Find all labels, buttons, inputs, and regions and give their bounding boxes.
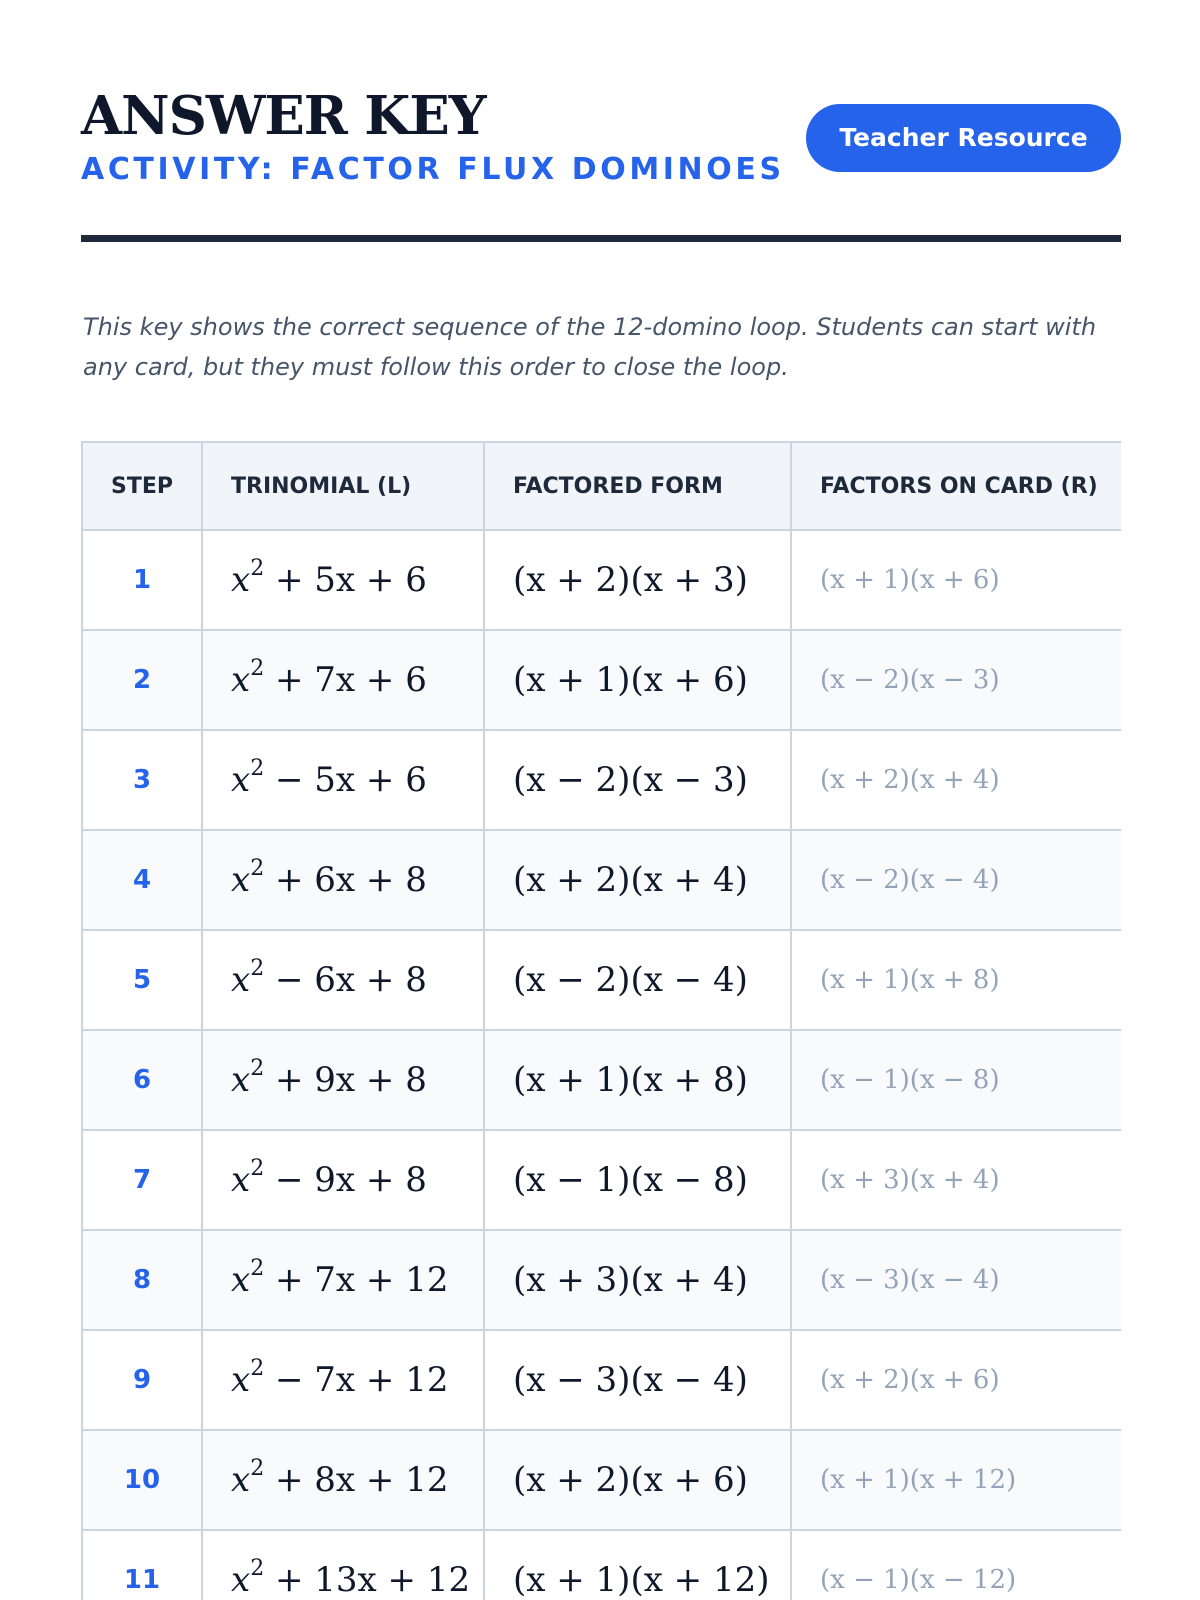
trinomial-cell <box>202 1530 484 1600</box>
teacher-resource-badge: Teacher Resource <box>806 104 1121 172</box>
table-row <box>82 730 1121 830</box>
table-row <box>82 630 1121 730</box>
trinomial-remaining-terms: + 6x + 8 <box>275 860 427 900</box>
step-number: 5 <box>82 930 202 1030</box>
trinomial-leading-term: $x^2$ <box>231 1456 265 1500</box>
table-row <box>82 1230 1121 1330</box>
trinomial-leading-term: $x^2$ <box>231 1256 265 1300</box>
trinomial-cell <box>202 930 484 1030</box>
trinomial-remaining-terms: + 8x + 12 <box>275 1460 449 1500</box>
answer-table <box>81 441 1121 1600</box>
card-factors-cell: (x + 2)(x + 6) <box>791 1330 1121 1430</box>
page-header <box>81 84 1121 244</box>
trinomial-cell <box>202 1230 484 1330</box>
answer-table-container <box>81 441 1121 1600</box>
trinomial-remaining-terms: − 7x + 12 <box>275 1360 449 1400</box>
factored-form-cell: (x + 1)(x + 12) <box>484 1530 791 1600</box>
factored-form-cell: (x − 3)(x − 4) <box>484 1330 791 1430</box>
factored-form-cell: (x + 2)(x + 3) <box>484 530 791 630</box>
table-header-row <box>82 442 1121 530</box>
card-factors-cell: (x + 3)(x + 4) <box>791 1130 1121 1230</box>
factored-form-cell: (x + 2)(x + 4) <box>484 830 791 930</box>
trinomial-leading-term: $x^2$ <box>231 1056 265 1100</box>
trinomial-leading-term: $x^2$ <box>231 1156 265 1200</box>
trinomial-remaining-terms: + 9x + 8 <box>275 1060 427 1100</box>
table-row <box>82 930 1121 1030</box>
trinomial-cell <box>202 1330 484 1430</box>
card-factors-cell: (x − 2)(x − 3) <box>791 630 1121 730</box>
table-row <box>82 530 1121 630</box>
trinomial-cell <box>202 830 484 930</box>
step-number: 10 <box>82 1430 202 1530</box>
header-trinomial: TRINOMIAL (L) <box>202 442 484 530</box>
step-number: 1 <box>82 530 202 630</box>
trinomial-remaining-terms: + 13x + 12 <box>275 1560 471 1600</box>
trinomial-leading-term: $x^2$ <box>231 556 265 600</box>
factored-form-cell: (x + 1)(x + 8) <box>484 1030 791 1130</box>
trinomial-leading-term: $x^2$ <box>231 1356 265 1400</box>
table-row <box>82 1030 1121 1130</box>
step-number: 7 <box>82 1130 202 1230</box>
table-row <box>82 1130 1121 1230</box>
factored-form-cell: (x + 1)(x + 6) <box>484 630 791 730</box>
step-number: 8 <box>82 1230 202 1330</box>
trinomial-remaining-terms: − 9x + 8 <box>275 1160 427 1200</box>
card-factors-cell: (x − 3)(x − 4) <box>791 1230 1121 1330</box>
trinomial-remaining-terms: − 5x + 6 <box>275 760 427 800</box>
header-factors-on-card: FACTORS ON CARD (R) <box>791 442 1121 530</box>
header-factored-form: FACTORED FORM <box>484 442 791 530</box>
factored-form-cell: (x − 1)(x − 8) <box>484 1130 791 1230</box>
trinomial-remaining-terms: + 7x + 6 <box>275 660 427 700</box>
header-divider <box>81 235 1121 242</box>
trinomial-remaining-terms: + 7x + 12 <box>275 1260 449 1300</box>
header-step: STEP <box>82 442 202 530</box>
trinomial-cell <box>202 730 484 830</box>
factored-form-cell: (x + 3)(x + 4) <box>484 1230 791 1330</box>
trinomial-cell <box>202 1130 484 1230</box>
intro-text: This key shows the correct sequence of the 12-domino loop. Students can start with any card, but they must follow this order to close the loop. <box>83 313 1097 381</box>
step-number: 2 <box>82 630 202 730</box>
card-factors-cell: (x − 1)(x − 8) <box>791 1030 1121 1130</box>
trinomial-cell <box>202 530 484 630</box>
table-row <box>82 1430 1121 1530</box>
step-number: 11 <box>82 1530 202 1600</box>
step-number: 3 <box>82 730 202 830</box>
table-row <box>82 830 1121 930</box>
step-number: 6 <box>82 1030 202 1130</box>
trinomial-cell <box>202 630 484 730</box>
table-row <box>82 1330 1121 1430</box>
step-number: 9 <box>82 1330 202 1430</box>
trinomial-leading-term: $x^2$ <box>231 1556 265 1600</box>
factored-form-cell: (x − 2)(x − 4) <box>484 930 791 1030</box>
trinomial-leading-term: $x^2$ <box>231 756 265 800</box>
trinomial-leading-term: $x^2$ <box>231 956 265 1000</box>
trinomial-leading-term: $x^2$ <box>231 656 265 700</box>
card-factors-cell: (x + 1)(x + 6) <box>791 530 1121 630</box>
card-factors-cell: (x + 2)(x + 4) <box>791 730 1121 830</box>
card-factors-cell: (x + 1)(x + 12) <box>791 1430 1121 1530</box>
factored-form-cell: (x + 2)(x + 6) <box>484 1430 791 1530</box>
step-number: 4 <box>82 830 202 930</box>
card-factors-cell: (x − 1)(x − 12) <box>791 1530 1121 1600</box>
table-row <box>82 1530 1121 1600</box>
table-body <box>82 530 1121 1600</box>
trinomial-remaining-terms: − 6x + 8 <box>275 960 427 1000</box>
trinomial-cell <box>202 1030 484 1130</box>
trinomial-remaining-terms: + 5x + 6 <box>275 560 427 600</box>
activity-subtitle: ACTIVITY: FACTOR FLUX DOMINOES <box>81 152 785 187</box>
trinomial-cell <box>202 1430 484 1530</box>
factored-form-cell: (x − 2)(x − 3) <box>484 730 791 830</box>
card-factors-cell: (x + 1)(x + 8) <box>791 930 1121 1030</box>
trinomial-leading-term: $x^2$ <box>231 856 265 900</box>
card-factors-cell: (x − 2)(x − 4) <box>791 830 1121 930</box>
page-title: ANSWER KEY <box>81 85 486 147</box>
